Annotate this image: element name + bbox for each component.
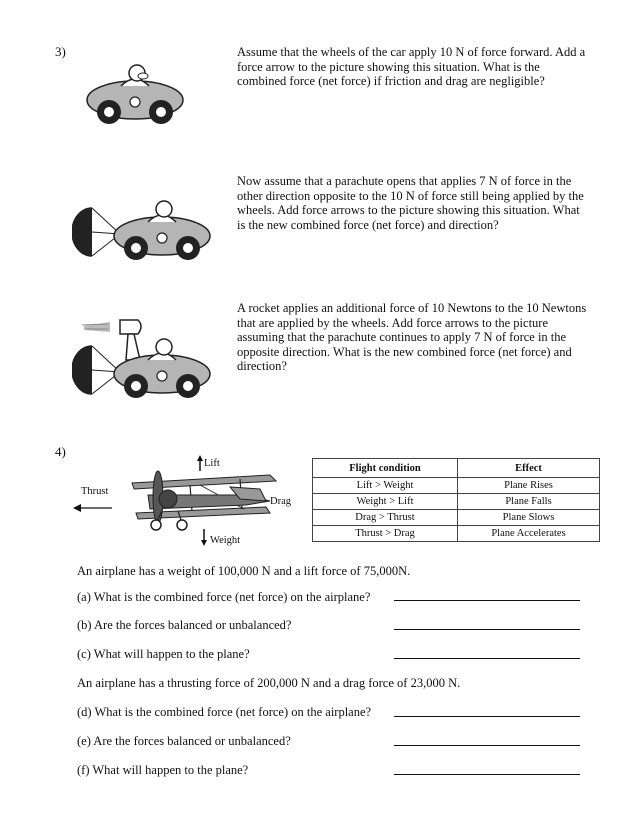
airplane-forces-diagram	[70, 455, 295, 550]
question-c-text: (c) What will happen to the plane?	[77, 647, 250, 661]
race-car-with-parachute-illustration	[72, 198, 214, 264]
condition-cell: Thrust > Drag	[313, 526, 458, 542]
question-3-number: 3)	[55, 44, 66, 59]
question-e-text: (e) Are the forces balanced or unbalanced?	[77, 734, 291, 748]
table-row	[313, 510, 600, 526]
question-3-part-1-text: Assume that the wheels of the car apply 10 N of force forward. Add a force arrow to the picture showing this situation. What is the combined force (net force) if friction and drag are negligible?	[237, 45, 586, 88]
effect-cell: Plane Slows	[458, 510, 600, 526]
effect-cell: Plane Rises	[458, 478, 600, 494]
column-header-flight-condition: Flight condition	[313, 459, 458, 478]
effect-cell: Plane Accelerates	[458, 526, 600, 542]
race-car-illustration-1	[85, 62, 187, 128]
answer-b-line[interactable]	[394, 617, 580, 630]
race-car-with-parachute-and-rocket-illustration	[72, 318, 214, 402]
condition-cell: Drag > Thrust	[313, 510, 458, 526]
table-header-row	[313, 459, 600, 478]
scenario-2-text: An airplane has a thrusting force of 200,000 N and a drag force of 23,000 N.	[77, 676, 461, 690]
effect-cell: Plane Falls	[458, 494, 600, 510]
question-b-text: (b) Are the forces balanced or unbalanced?	[77, 618, 292, 632]
table-row	[313, 494, 600, 510]
answer-f-line[interactable]	[394, 762, 580, 775]
question-f-text: (f) What will happen to the plane?	[77, 763, 249, 777]
condition-cell: Weight > Lift	[313, 494, 458, 510]
table-row	[313, 478, 600, 494]
question-d-text: (d) What is the combined force (net force) on the airplane?	[77, 705, 372, 719]
answer-d-line[interactable]	[394, 704, 580, 717]
weight-label: Weight	[210, 535, 241, 546]
question-3-part-2-text: Now assume that a parachute opens that applies 7 N of force in the other direction opposite to the 10 N of force still being applied by the wheels. Add force arrows to the picture showing this situation. What is the new combined force (net force) and direction?	[237, 174, 584, 232]
question-3-part-3-text: A rocket applies an additional force of 10 Newtons to the 10 Newtons that are applied by the wheels. Add force arrows to the picture assuming that the parachute continues to apply 7 N of force in the opposite direction. What is the new combined force (net force) and direction?	[237, 301, 587, 373]
column-header-effect: Effect	[458, 459, 600, 478]
condition-cell: Lift > Weight	[313, 478, 458, 494]
drag-label: Drag	[270, 496, 291, 507]
thrust-label: Thrust	[81, 486, 109, 497]
flight-condition-table	[312, 458, 600, 542]
scenario-1-text: An airplane has a weight of 100,000 N and a lift force of 75,000N.	[77, 564, 411, 578]
answer-c-line[interactable]	[394, 646, 580, 659]
question-4-number: 4)	[55, 444, 66, 459]
question-a-text: (a) What is the combined force (net force) on the airplane?	[77, 590, 371, 604]
answer-e-line[interactable]	[394, 733, 580, 746]
table-row	[313, 526, 600, 542]
lift-label: Lift	[204, 458, 220, 469]
answer-a-line[interactable]	[394, 588, 580, 601]
